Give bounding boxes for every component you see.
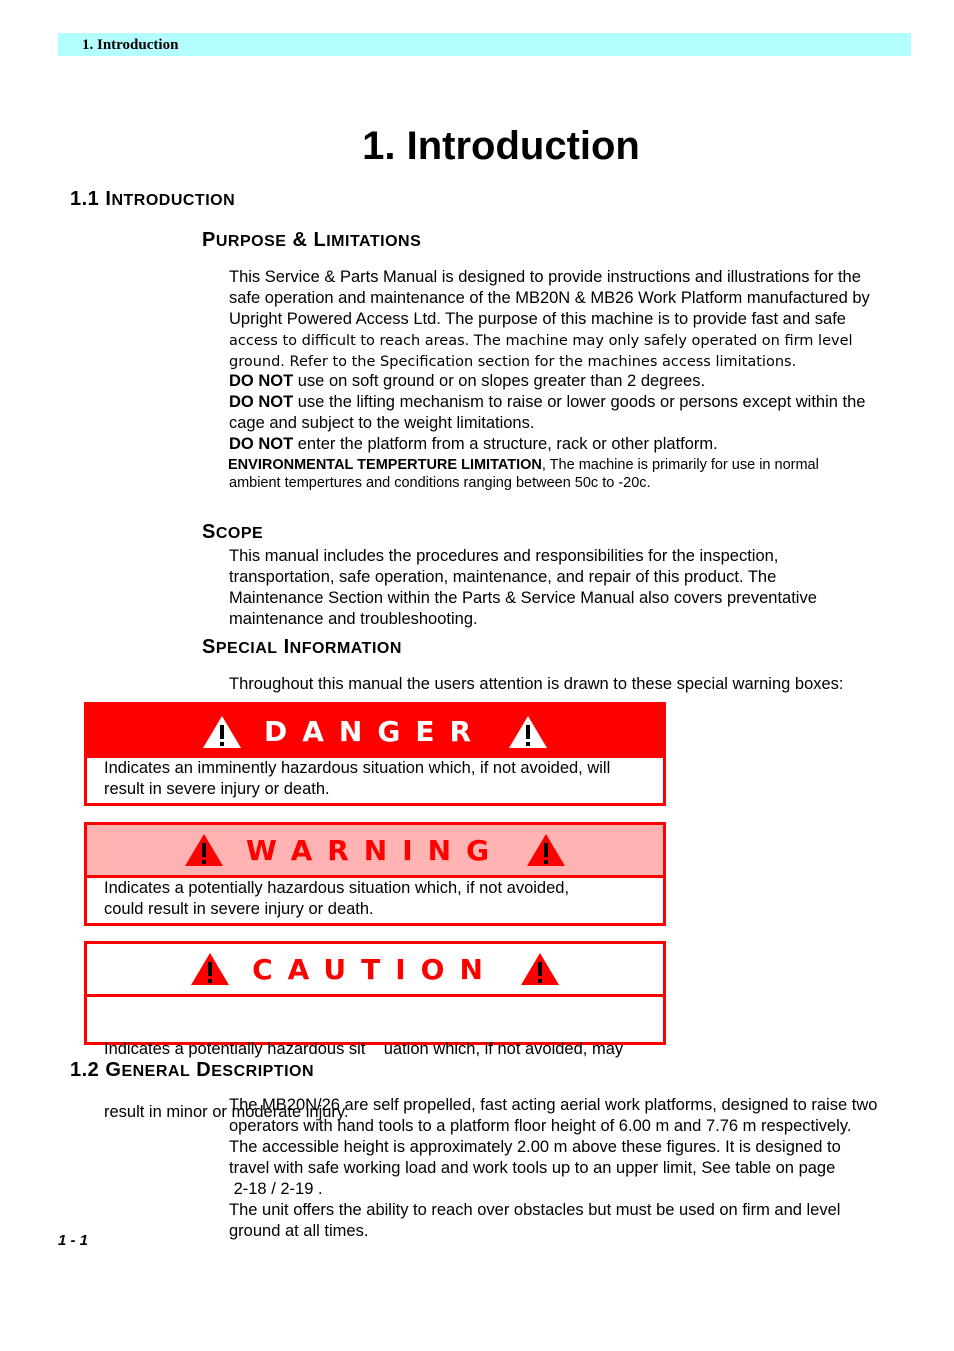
heading-initial: P [202, 229, 216, 251]
paragraph-line: Throughout this manual the users attention is drawn to these special warning boxes: [229, 675, 844, 693]
section-number: 1.1 [70, 188, 100, 210]
do-not-label: DO NOT [229, 435, 294, 453]
exclamation-triangle-icon [508, 715, 548, 749]
subheading-special-information [202, 636, 402, 659]
section-heading-introduction [70, 188, 235, 211]
warning-line: could result in severe injury or death. [104, 900, 374, 918]
paragraph-line: This manual includes the procedures and responsibilities for the inspection, [229, 547, 779, 565]
do-not-line [229, 371, 705, 392]
environmental-line [228, 456, 819, 474]
paragraph-line: ambient tempertures and conditions ranging between 50c to -20c. [229, 475, 651, 491]
section-heading-general-description [70, 1059, 314, 1082]
heading-rest: COPE [215, 525, 264, 542]
exclamation-triangle-icon [190, 952, 230, 986]
paragraph-line: operators with hand tools to a platform floor height of 6.00 m and 7.76 m respectively. [229, 1117, 852, 1135]
paragraph-line: transportation, safe operation, maintenance, and repair of this product. The [229, 568, 777, 586]
paragraph-line: Upright Powered Access Ltd. The purpose of this machine is to provide fast and safe [229, 310, 846, 328]
warning-band [87, 825, 663, 875]
subheading-scope [202, 521, 263, 544]
running-header-label: 1. Introduction [82, 37, 179, 53]
heading-initial: I [283, 636, 290, 658]
paragraph-line: This Service & Parts Manual is designed to provide instructions and illustrations for the [229, 268, 861, 286]
warning-word: WARNING [245, 833, 505, 867]
caution-line: Indicates a potentially hazardous sit uation which, if not avoided, may [104, 1040, 624, 1058]
heading-rest: PECIAL [215, 640, 278, 657]
heading-rest: URPOSE [215, 233, 287, 250]
warning-line: Indicates a potentially hazardous situation which, if not avoided, [104, 879, 570, 897]
heading-initial: G [105, 1059, 122, 1081]
danger-word: DANGER [263, 715, 486, 748]
paragraph-line: maintenance and troubleshooting. [229, 610, 478, 628]
exclamation-triangle-icon [184, 833, 224, 867]
danger-description [104, 758, 610, 800]
heading-initial: D [196, 1059, 212, 1081]
warning-box [84, 822, 666, 926]
danger-band [87, 705, 663, 758]
heading-initial: S [202, 521, 216, 543]
page-number: 1 - 1 [58, 1232, 89, 1249]
do-not-label: DO NOT [229, 372, 294, 390]
paragraph-line: cage and subject to the weight limitations. [229, 414, 535, 432]
heading-rest: ENERAL [121, 1063, 191, 1080]
paragraph-line: The unit offers the ability to reach over obstacles but must be used on firm and level [229, 1201, 841, 1219]
environmental-label: ENVIRONMENTAL TEMPERTURE LIMITATION [228, 457, 542, 473]
paragraph-line: travel with safe working load and work tools up to an upper limit, See table on page [229, 1159, 836, 1177]
warning-description [104, 878, 569, 920]
danger-line: result in severe injury or death. [104, 780, 330, 798]
do-not-text: use the lifting mechanism to raise or lower goods or persons except within the [293, 393, 866, 411]
heading-ampersand: & [292, 229, 308, 251]
heading-initial: I [105, 188, 112, 210]
paragraph-line: The accessible height is approximately 2.00 m above these figures. It is designed to [229, 1138, 841, 1156]
danger-box [84, 702, 666, 806]
paragraph-line: Maintenance Section within the Parts & Service Manual also covers preventative [229, 589, 817, 607]
heading-rest: IMITATIONS [326, 233, 422, 250]
paragraph-line: ground at all times. [229, 1222, 369, 1240]
page-title: 1. Introduction [362, 124, 640, 168]
heading-initial: S [202, 636, 216, 658]
exclamation-triangle-icon [202, 715, 242, 749]
paragraph-line: safe operation and maintenance of the MB20N & MB26 Work Platform manufactured by [229, 289, 870, 307]
heading-rest: NFORMATION [289, 640, 402, 657]
environmental-text: , The machine is primarily for use in normal [541, 457, 819, 473]
do-not-label: DO NOT [229, 393, 294, 411]
danger-line: Indicates an imminently hazardous situation which, if not avoided, will [104, 759, 611, 777]
subheading-purpose-limitations [202, 229, 421, 252]
caution-line: result in minor or moderate injury. [104, 1103, 349, 1121]
paragraph-line: ground. Refer to the Specification section for the machines access limitations. [229, 354, 797, 370]
caution-word: CAUTION [252, 952, 498, 986]
do-not-text: enter the platform from a structure, rack or other platform. [293, 435, 718, 453]
do-not-line [229, 434, 718, 455]
exclamation-triangle-icon [520, 952, 560, 986]
section-number: 1.2 [70, 1059, 100, 1081]
paragraph-line: access to difficult to reach areas. The machine may only safely operated on firm level [229, 333, 853, 349]
exclamation-triangle-icon [526, 833, 566, 867]
heading-rest: NTRODUCTION [111, 192, 236, 209]
paragraph-line: 2-18 / 2-19 . [229, 1180, 323, 1198]
heading-initial: L [313, 229, 327, 251]
heading-rest: ESCRIPTION [211, 1063, 315, 1080]
caution-band [87, 944, 663, 994]
paragraph-line: The MB20N/26 are self propelled, fast acting aerial work platforms, designed to raise two [229, 1096, 878, 1114]
do-not-text: use on soft ground or on slopes greater than 2 degrees. [293, 372, 706, 390]
do-not-line [229, 392, 865, 413]
running-header [58, 33, 911, 56]
